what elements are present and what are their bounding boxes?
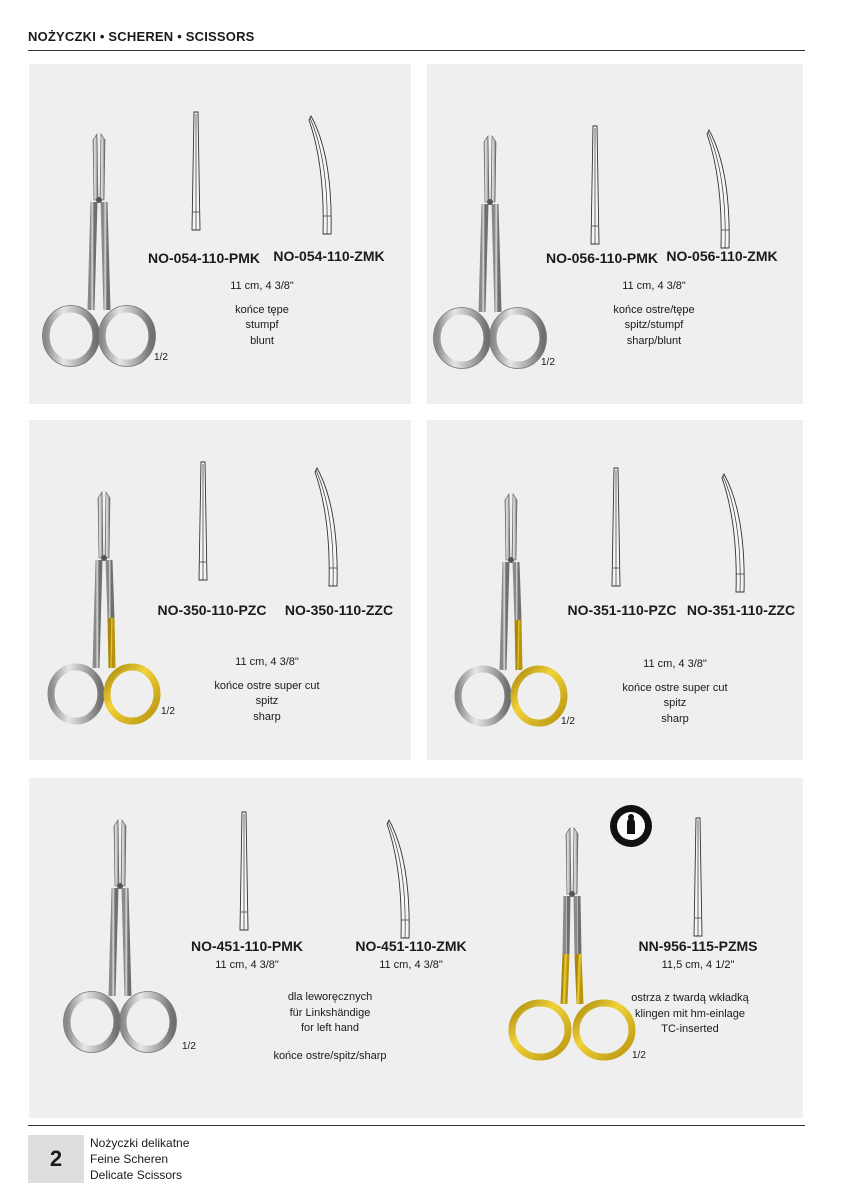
scale-label: 1/2 xyxy=(561,716,575,727)
product-size-right: 11,5 cm, 4 1/2" xyxy=(661,959,735,971)
desc-pl: końce tępe xyxy=(235,303,289,316)
desc-de: stumpf xyxy=(245,319,279,331)
left-hand-pl: dla leworęcznych xyxy=(287,991,373,1003)
scale-label-left: 1/2 xyxy=(182,1041,196,1052)
product-panel-4 xyxy=(427,420,803,760)
scissors-photo xyxy=(511,500,512,501)
scale-label: 1/2 xyxy=(154,352,168,363)
product-size: 11 cm, 4 3/8" xyxy=(643,658,707,670)
product-size: 11 cm, 4 3/8" xyxy=(622,280,686,292)
tip-straight-icon xyxy=(595,126,596,127)
tip-straight-icon xyxy=(244,812,245,813)
product-size: 11 cm, 4 3/8" xyxy=(235,656,299,668)
tip-curved-icon xyxy=(732,474,733,475)
tip-curved-icon xyxy=(325,468,326,469)
header-rule xyxy=(28,50,805,51)
tip-straight-icon xyxy=(203,462,204,463)
scale-label: 1/2 xyxy=(541,357,555,368)
tc-pl: ostrza z twardą wkładką xyxy=(631,992,749,1004)
product-specs xyxy=(613,279,694,349)
product-specs xyxy=(230,279,294,349)
desc-en: blunt xyxy=(250,334,274,347)
scissors-photo-gold xyxy=(572,834,573,835)
tip-straight-icon xyxy=(616,468,617,469)
scissors-photo xyxy=(99,140,100,141)
product-size-left-curved: 11 cm, 4 3/8" xyxy=(379,959,443,971)
product-panel-2 xyxy=(427,64,803,404)
desc-pl: końce ostre super cut xyxy=(622,681,728,694)
tc-de: klingen mit hm-einlage xyxy=(634,1007,746,1020)
product-size: 11 cm, 4 3/8" xyxy=(230,280,294,292)
footer-title-de: Feine Scheren xyxy=(90,1152,169,1166)
product-code-left-curved: NO-451-110-ZMK xyxy=(355,938,467,954)
tip-curved-icon xyxy=(397,820,398,821)
product-code-curved: NO-350-110-ZZC xyxy=(284,602,394,618)
product-panel-bottom xyxy=(29,778,803,1118)
left-hand-de: für Linkshändige xyxy=(289,1006,371,1019)
tip-curved-icon xyxy=(717,130,718,131)
scissors-photo xyxy=(120,826,121,827)
new-badge xyxy=(609,804,653,848)
footer-title-en: Delicate Scissors xyxy=(90,1168,183,1182)
product-code-straight: NO-056-110-PMK xyxy=(545,250,659,266)
desc-en: sharp xyxy=(253,710,281,723)
desc-en: sharp xyxy=(661,712,689,725)
footer-section-title xyxy=(90,1135,189,1183)
product-code-straight: NO-350-110-PZC xyxy=(157,602,267,618)
tips-description: końce ostre/spitz/sharp xyxy=(273,1049,387,1062)
product-code-straight: NO-351-110-PZC xyxy=(567,602,677,618)
desc-pl: końce ostre super cut xyxy=(214,679,320,692)
left-hand-en: for left hand xyxy=(300,1022,360,1034)
desc-en: sharp/blunt xyxy=(626,334,682,347)
scissors-photo xyxy=(490,142,491,143)
page-number-box xyxy=(28,1135,84,1183)
page-header: NOŻYCZKI • SCHEREN • SCISSORS xyxy=(28,29,255,44)
product-code-straight: NO-054-110-PMK xyxy=(147,250,261,266)
left-hand-note xyxy=(273,990,386,1064)
desc-de: spitz xyxy=(663,697,687,709)
product-specs xyxy=(214,655,319,725)
scale-label-right: 1/2 xyxy=(632,1050,646,1061)
scissors-photo xyxy=(104,498,105,499)
tip-curved-icon xyxy=(319,116,320,117)
product-panel-3 xyxy=(29,420,411,760)
product-specs xyxy=(622,657,727,727)
scale-label: 1/2 xyxy=(161,706,175,717)
tc-note xyxy=(631,991,748,1038)
product-size-left-straight: 11 cm, 4 3/8" xyxy=(215,959,279,971)
product-code-left-straight: NO-451-110-PMK xyxy=(190,938,304,954)
page-number: 2 xyxy=(49,1146,63,1171)
tip-straight-icon xyxy=(196,112,197,113)
desc-de: spitz xyxy=(255,695,279,707)
product-panel-1 xyxy=(29,64,411,404)
desc-de: spitz/stumpf xyxy=(624,319,684,331)
product-code-curved: NO-054-110-ZMK xyxy=(273,248,385,264)
desc-pl: końce ostre/tępe xyxy=(613,303,695,316)
footer-title-pl: Nożyczki delikatne xyxy=(90,1136,190,1150)
product-code-curved: NO-351-110-ZZC xyxy=(686,602,796,618)
product-code-right: NN-956-115-PZMS xyxy=(638,938,758,954)
product-code-curved: NO-056-110-ZMK xyxy=(666,248,778,264)
tc-en: TC-inserted xyxy=(661,1023,719,1035)
tip-straight-icon xyxy=(698,818,699,819)
footer-rule xyxy=(28,1125,805,1126)
